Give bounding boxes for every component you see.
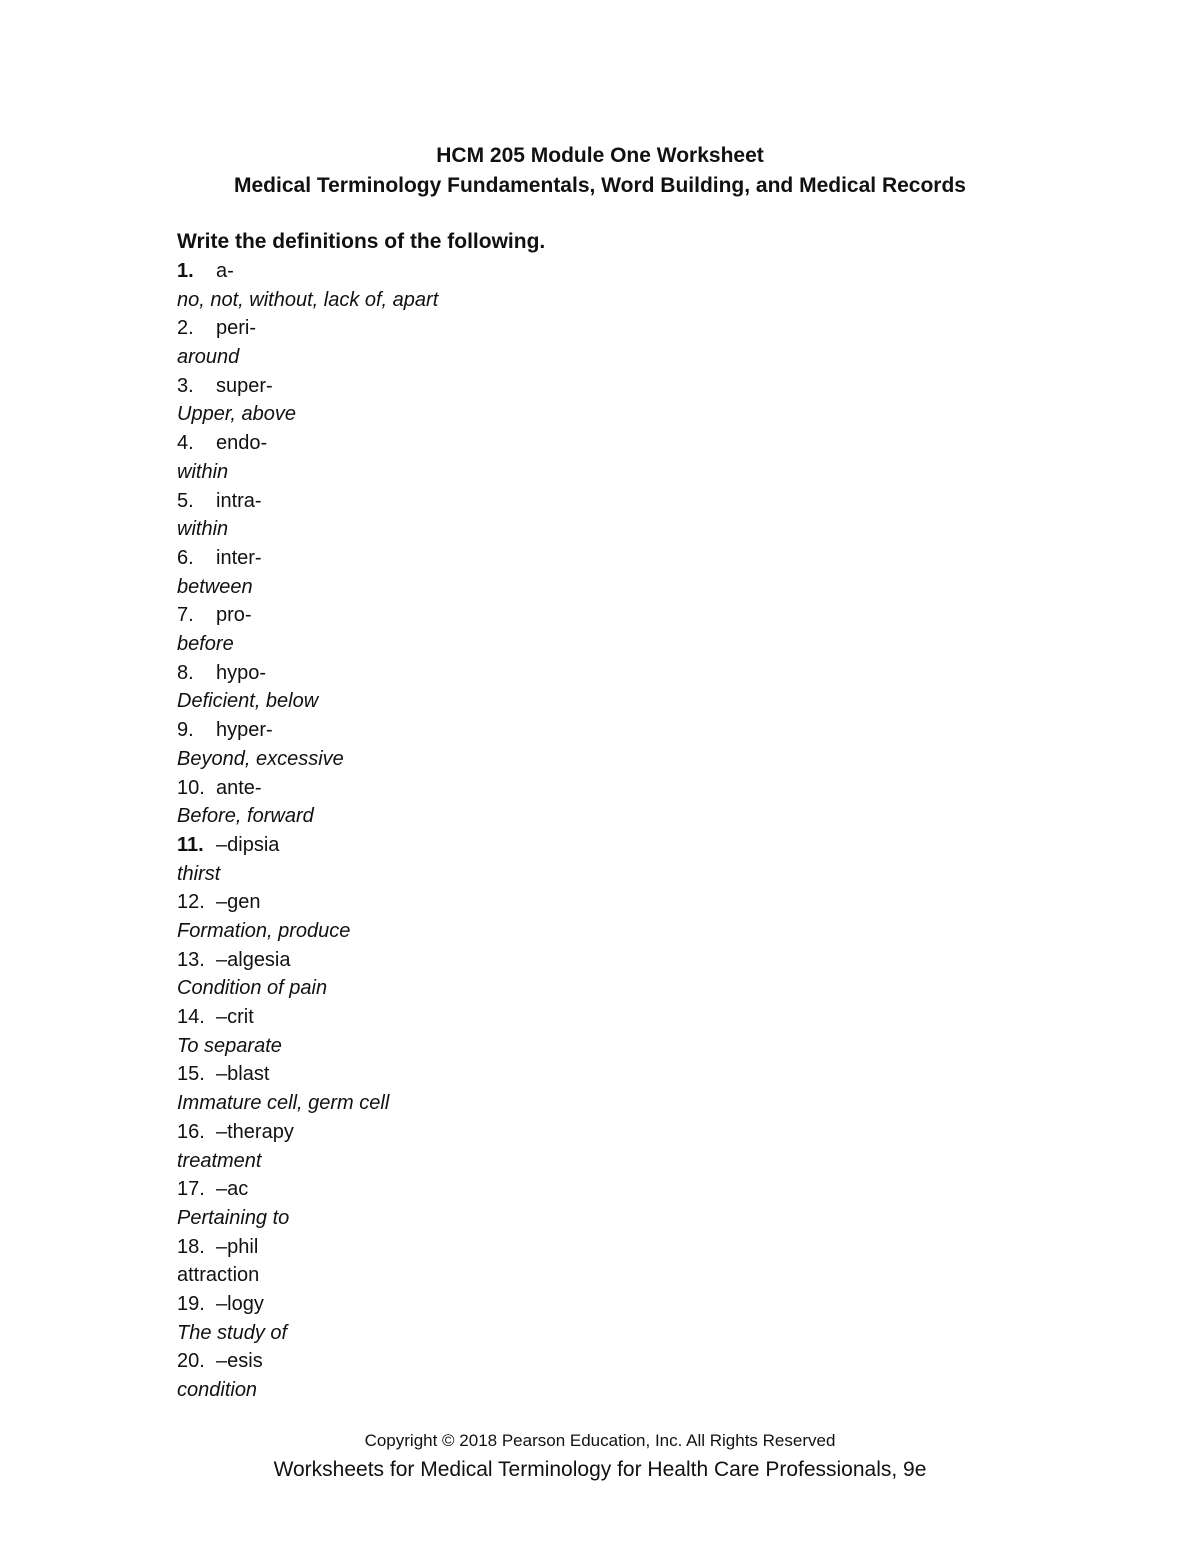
list-item (177, 601, 977, 658)
list-item (177, 946, 977, 1003)
item-definition: thirst (177, 862, 221, 885)
list-item (177, 487, 977, 544)
item-definition: between (177, 575, 253, 598)
item-term: –logy (216, 1293, 264, 1316)
item-definition: within (177, 460, 229, 483)
worksheet-title: HCM 205 Module One Worksheet (436, 144, 764, 167)
item-term: –gen (216, 891, 261, 914)
list-item (177, 831, 977, 888)
item-number: 17. (177, 1178, 205, 1201)
list-item (177, 716, 977, 773)
item-definition: condition (177, 1379, 258, 1402)
item-term: super- (216, 374, 273, 397)
item-term: –dipsia (216, 833, 280, 856)
item-definition: no, not, without, lack of, apart (177, 288, 439, 311)
item-definition: The study of (177, 1321, 288, 1344)
list-item (177, 544, 977, 601)
worksheet-subtitle: Medical Terminology Fundamentals, Word Building, and Medical Records (234, 174, 966, 197)
item-number: 10. (177, 776, 205, 799)
list-item (177, 1060, 977, 1117)
item-number: 15. (177, 1063, 205, 1086)
item-definition: Immature cell, germ cell (177, 1092, 390, 1115)
list-item (177, 888, 977, 945)
item-definition: Before, forward (177, 805, 314, 828)
item-definition: treatment (177, 1149, 262, 1172)
copyright-notice: Copyright © 2018 Pearson Education, Inc. All Rights Reserved (364, 1431, 836, 1450)
item-number: 11. (177, 833, 204, 856)
item-term: –algesia (216, 948, 291, 971)
item-number: 2. (177, 317, 194, 340)
list-item (177, 314, 977, 371)
item-number: 5. (177, 489, 194, 512)
item-definition: attraction (177, 1264, 260, 1287)
item-number: 13. (177, 948, 205, 971)
item-definition: Upper, above (177, 403, 296, 426)
item-term: intra- (216, 489, 262, 512)
item-term: hypo- (216, 661, 267, 684)
item-definition: Pertaining to (177, 1206, 290, 1229)
item-number: 4. (177, 432, 194, 455)
list-item (177, 774, 977, 831)
item-definition: Formation, produce (177, 919, 351, 942)
item-term: –therapy (216, 1120, 294, 1143)
item-term: –blast (216, 1063, 270, 1086)
list-item (177, 1347, 977, 1404)
item-number: 3. (177, 374, 194, 397)
item-definition: To separate (177, 1034, 282, 1057)
list-item (177, 1118, 977, 1175)
item-term: pro- (216, 604, 252, 627)
instructions-heading: Write the definitions of the following. (177, 230, 546, 253)
item-term: peri- (216, 317, 257, 340)
item-term: –esis (216, 1350, 263, 1373)
item-definition: before (177, 633, 234, 656)
list-item (177, 1290, 977, 1347)
item-term: ante- (216, 776, 262, 799)
item-definition: Beyond, excessive (177, 747, 344, 770)
item-definition: Deficient, below (177, 690, 319, 713)
item-term: –crit (216, 1006, 254, 1029)
item-number: 14. (177, 1006, 205, 1029)
page-footer: Worksheets for Medical Terminology for Health Care Professionals, 9e (273, 1458, 927, 1481)
list-item (177, 659, 977, 716)
list-item (177, 1003, 977, 1060)
item-number: 18. (177, 1235, 205, 1258)
item-term: –phil (216, 1235, 259, 1258)
item-number: 12. (177, 891, 205, 914)
item-term: hyper- (216, 719, 273, 742)
item-number: 9. (177, 719, 194, 742)
item-number: 1. (177, 260, 194, 282)
terms-list (177, 257, 977, 1405)
list-item (177, 257, 977, 314)
item-definition: around (177, 346, 240, 369)
item-term: endo- (216, 432, 268, 455)
item-number: 7. (177, 604, 194, 627)
item-definition: within (177, 518, 229, 541)
item-number: 6. (177, 546, 194, 569)
item-term: –ac (216, 1178, 249, 1201)
item-term: a- (216, 260, 234, 282)
item-term: inter- (216, 546, 262, 569)
item-number: 8. (177, 661, 194, 684)
list-item (177, 429, 977, 486)
item-number: 19. (177, 1293, 205, 1316)
list-item (177, 1233, 977, 1290)
item-definition: Condition of pain (177, 977, 328, 1000)
list-item (177, 1175, 977, 1232)
item-number: 20. (177, 1350, 205, 1373)
list-item (177, 372, 977, 429)
item-number: 16. (177, 1120, 205, 1143)
